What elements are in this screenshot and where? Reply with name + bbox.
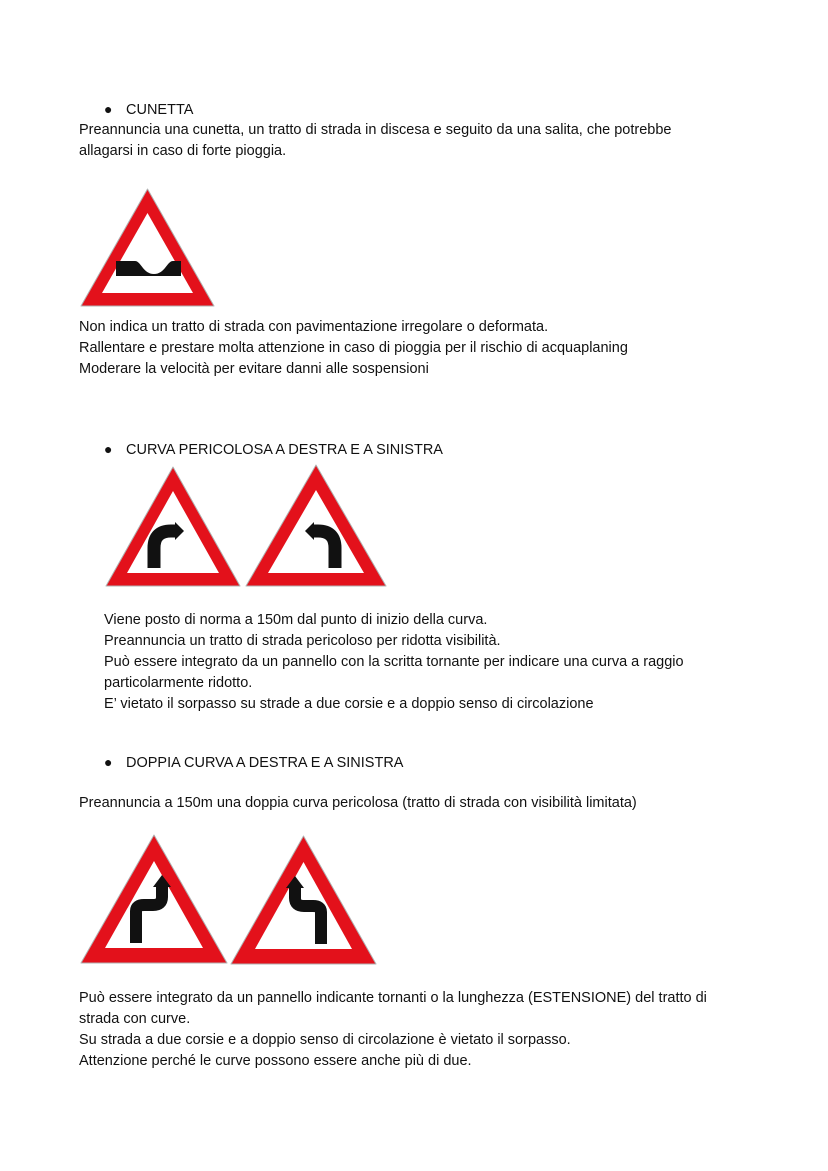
text-line: Preannuncia una cunetta, un tratto di strada in discesa e seguito da una salita, che potrebbe [79,122,672,138]
left-curve-sign-icon [244,463,388,589]
dip-road-sign-icon [79,187,216,309]
text-line: Può essere integrato da un pannello con la scritta tornante per indicare una curva a raggio [104,654,684,670]
text-line: E’ vietato il sorpasso su strade a due corsie e a doppio senso di circolazione [104,696,594,712]
doppia-curva-intro [79,793,637,814]
curva-pericolosa-notes [104,610,684,715]
section-heading-curva-pericolosa [104,441,443,458]
double-curve-left-sign-icon [229,834,378,967]
heading-text: DOPPIA CURVA A DESTRA E A SINISTRA [126,755,404,771]
text-line: Rallentare e prestare molta attenzione in caso di pioggia per il rischio di acquaplaning [79,340,628,356]
heading-text: CURVA PERICOLOSA A DESTRA E A SINISTRA [126,442,443,458]
double-curve-right-sign-icon [79,833,229,966]
bullet-icon: ● [104,441,113,457]
bullet-icon: ● [104,101,113,117]
text-line: Viene posto di norma a 150m dal punto di inizio della curva. [104,612,488,628]
text-line: Su strada a due corsie e a doppio senso di circolazione è vietato il sorpasso. [79,1032,571,1048]
section-heading-cunetta [104,101,193,118]
text-line: allagarsi in caso di forte pioggia. [79,143,287,159]
cunetta-intro [79,120,671,162]
cunetta-notes [79,317,628,380]
text-line: Non indica un tratto di strada con pavimentazione irregolare o deformata. [79,319,549,335]
text-line: particolarmente ridotto. [104,675,253,691]
bullet-icon: ● [104,754,113,770]
text-line: Preannuncia a 150m una doppia curva pericolosa (tratto di strada con visibilità limitata) [79,795,637,811]
text-line: Preannuncia un tratto di strada pericoloso per ridotta visibilità. [104,633,501,649]
text-line: Moderare la velocità per evitare danni alle sospensioni [79,361,429,377]
right-curve-sign-icon [104,465,242,589]
heading-text: CUNETTA [126,102,194,118]
text-line: Può essere integrato da un pannello indicante tornanti o la lunghezza (ESTENSIONE) del tratto di [79,990,707,1006]
text-line: Attenzione perché le curve possono essere anche più di due. [79,1053,472,1069]
section-heading-doppia-curva [104,754,403,771]
doppia-curva-notes [79,988,707,1072]
text-line: strada con curve. [79,1011,191,1027]
